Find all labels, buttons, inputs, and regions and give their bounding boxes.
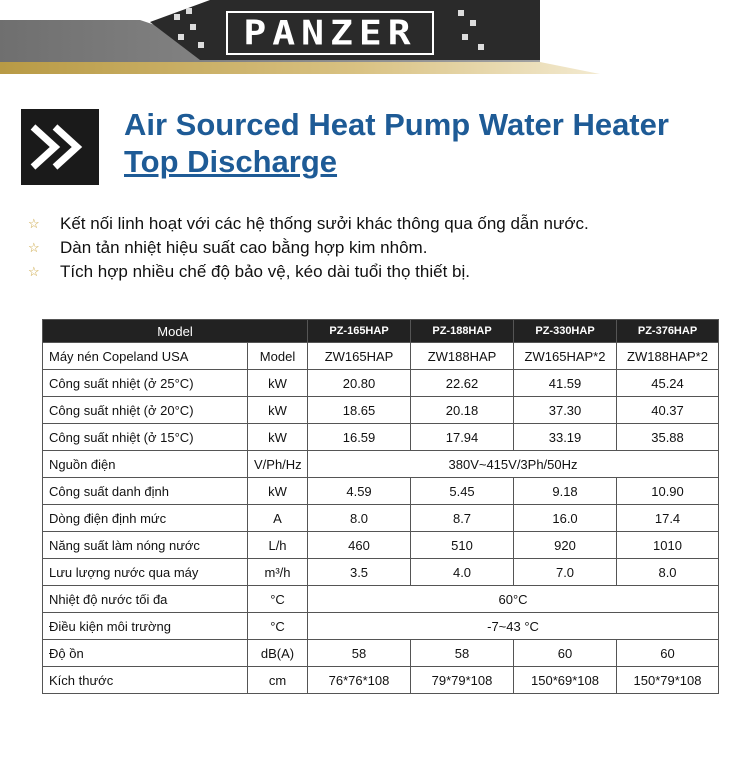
row-value: 9.18 bbox=[514, 478, 617, 505]
table-row bbox=[43, 667, 719, 694]
row-value: 33.19 bbox=[514, 424, 617, 451]
row-value: 58 bbox=[411, 640, 514, 667]
row-value: 76*76*108 bbox=[308, 667, 411, 694]
chevron-right-icon bbox=[21, 109, 99, 185]
feature-list bbox=[28, 212, 589, 284]
row-label: Năng suất làm nóng nước bbox=[43, 532, 248, 559]
star-icon: ☆ bbox=[28, 216, 40, 231]
brand-logo-text: PANZER bbox=[243, 13, 417, 53]
feature-text: Tích hợp nhiều chế độ bảo vệ, kéo dài tuổi thọ thiết bị. bbox=[60, 262, 470, 281]
row-unit: dB(A) bbox=[248, 640, 308, 667]
row-label: Nguồn điện bbox=[43, 451, 248, 478]
row-value: ZW188HAP*2 bbox=[617, 343, 719, 370]
table-row bbox=[43, 505, 719, 532]
table-row bbox=[43, 640, 719, 667]
row-value: 41.59 bbox=[514, 370, 617, 397]
brand-logo bbox=[226, 11, 434, 55]
row-unit: Model bbox=[248, 343, 308, 370]
row-unit: A bbox=[248, 505, 308, 532]
row-value: 4.59 bbox=[308, 478, 411, 505]
feature-item bbox=[28, 212, 589, 236]
row-value: ZW188HAP bbox=[411, 343, 514, 370]
row-label: Điều kiện môi trường bbox=[43, 613, 248, 640]
star-icon: ☆ bbox=[28, 264, 40, 279]
row-unit: kW bbox=[248, 370, 308, 397]
row-value: 920 bbox=[514, 532, 617, 559]
feature-item bbox=[28, 260, 589, 284]
row-label: Kích thước bbox=[43, 667, 248, 694]
row-unit: °C bbox=[248, 586, 308, 613]
row-value: 60 bbox=[514, 640, 617, 667]
row-label: Công suất danh định bbox=[43, 478, 248, 505]
header-model: Model bbox=[43, 320, 308, 343]
row-label: Độ ồn bbox=[43, 640, 248, 667]
star-icon: ☆ bbox=[28, 240, 40, 255]
row-value: 3.5 bbox=[308, 559, 411, 586]
feature-item bbox=[28, 236, 589, 260]
row-value: 5.45 bbox=[411, 478, 514, 505]
row-merged-value: 380V~415V/3Ph/50Hz bbox=[308, 451, 719, 478]
row-value: 17.4 bbox=[617, 505, 719, 532]
row-value: 8.0 bbox=[617, 559, 719, 586]
row-value: 58 bbox=[308, 640, 411, 667]
row-value: 22.62 bbox=[411, 370, 514, 397]
row-value: 16.59 bbox=[308, 424, 411, 451]
row-value: 17.94 bbox=[411, 424, 514, 451]
header-model-1: PZ-165HAP bbox=[308, 320, 411, 343]
row-value: 8.7 bbox=[411, 505, 514, 532]
table-row bbox=[43, 424, 719, 451]
row-value: ZW165HAP bbox=[308, 343, 411, 370]
row-merged-value: 60°C bbox=[308, 586, 719, 613]
table-row bbox=[43, 532, 719, 559]
row-value: 18.65 bbox=[308, 397, 411, 424]
row-unit: L/h bbox=[248, 532, 308, 559]
row-value: 16.0 bbox=[514, 505, 617, 532]
table-row bbox=[43, 397, 719, 424]
row-label: Máy nén Copeland USA bbox=[43, 343, 248, 370]
table-row bbox=[43, 451, 719, 478]
table-row bbox=[43, 343, 719, 370]
row-unit: cm bbox=[248, 667, 308, 694]
row-value: 150*69*108 bbox=[514, 667, 617, 694]
row-value: 79*79*108 bbox=[411, 667, 514, 694]
row-value: 460 bbox=[308, 532, 411, 559]
row-unit: kW bbox=[248, 424, 308, 451]
table-row bbox=[43, 613, 719, 640]
header-model-2: PZ-188HAP bbox=[411, 320, 514, 343]
row-value: 10.90 bbox=[617, 478, 719, 505]
row-value: 60 bbox=[617, 640, 719, 667]
row-value: 20.80 bbox=[308, 370, 411, 397]
table-header-row bbox=[43, 320, 719, 343]
row-value: 45.24 bbox=[617, 370, 719, 397]
row-value: 7.0 bbox=[514, 559, 617, 586]
row-value: 20.18 bbox=[411, 397, 514, 424]
header-model-3: PZ-330HAP bbox=[514, 320, 617, 343]
feature-text: Kết nối linh hoạt với các hệ thống sưởi khác thông qua ống dẫn nước. bbox=[60, 214, 589, 233]
row-unit: m³/h bbox=[248, 559, 308, 586]
page-title: Air Sourced Heat Pump Water Heater bbox=[124, 107, 669, 142]
row-value: 150*79*108 bbox=[617, 667, 719, 694]
row-label: Công suất nhiệt (ở 20°C) bbox=[43, 397, 248, 424]
feature-text: Dàn tản nhiệt hiệu suất cao bằng hợp kim nhôm. bbox=[60, 238, 428, 257]
row-unit: kW bbox=[248, 478, 308, 505]
row-value: 1010 bbox=[617, 532, 719, 559]
row-unit: kW bbox=[248, 397, 308, 424]
row-value: 8.0 bbox=[308, 505, 411, 532]
row-value: ZW165HAP*2 bbox=[514, 343, 617, 370]
row-label: Lưu lượng nước qua máy bbox=[43, 559, 248, 586]
row-value: 35.88 bbox=[617, 424, 719, 451]
spec-table bbox=[42, 319, 719, 694]
row-label: Nhiệt độ nước tối đa bbox=[43, 586, 248, 613]
row-value: 40.37 bbox=[617, 397, 719, 424]
table-row bbox=[43, 559, 719, 586]
row-label: Công suất nhiệt (ở 25°C) bbox=[43, 370, 248, 397]
row-unit: V/Ph/Hz bbox=[248, 451, 308, 478]
table-row bbox=[43, 586, 719, 613]
row-value: 510 bbox=[411, 532, 514, 559]
page-subtitle: Top Discharge bbox=[124, 144, 338, 179]
row-label: Dòng điện định mức bbox=[43, 505, 248, 532]
row-label: Công suất nhiệt (ở 15°C) bbox=[43, 424, 248, 451]
row-value: 4.0 bbox=[411, 559, 514, 586]
row-merged-value: -7~43 °C bbox=[308, 613, 719, 640]
row-value: 37.30 bbox=[514, 397, 617, 424]
header-model-4: PZ-376HAP bbox=[617, 320, 719, 343]
row-unit: °C bbox=[248, 613, 308, 640]
table-row bbox=[43, 478, 719, 505]
table-row bbox=[43, 370, 719, 397]
header-banner bbox=[0, 0, 746, 74]
